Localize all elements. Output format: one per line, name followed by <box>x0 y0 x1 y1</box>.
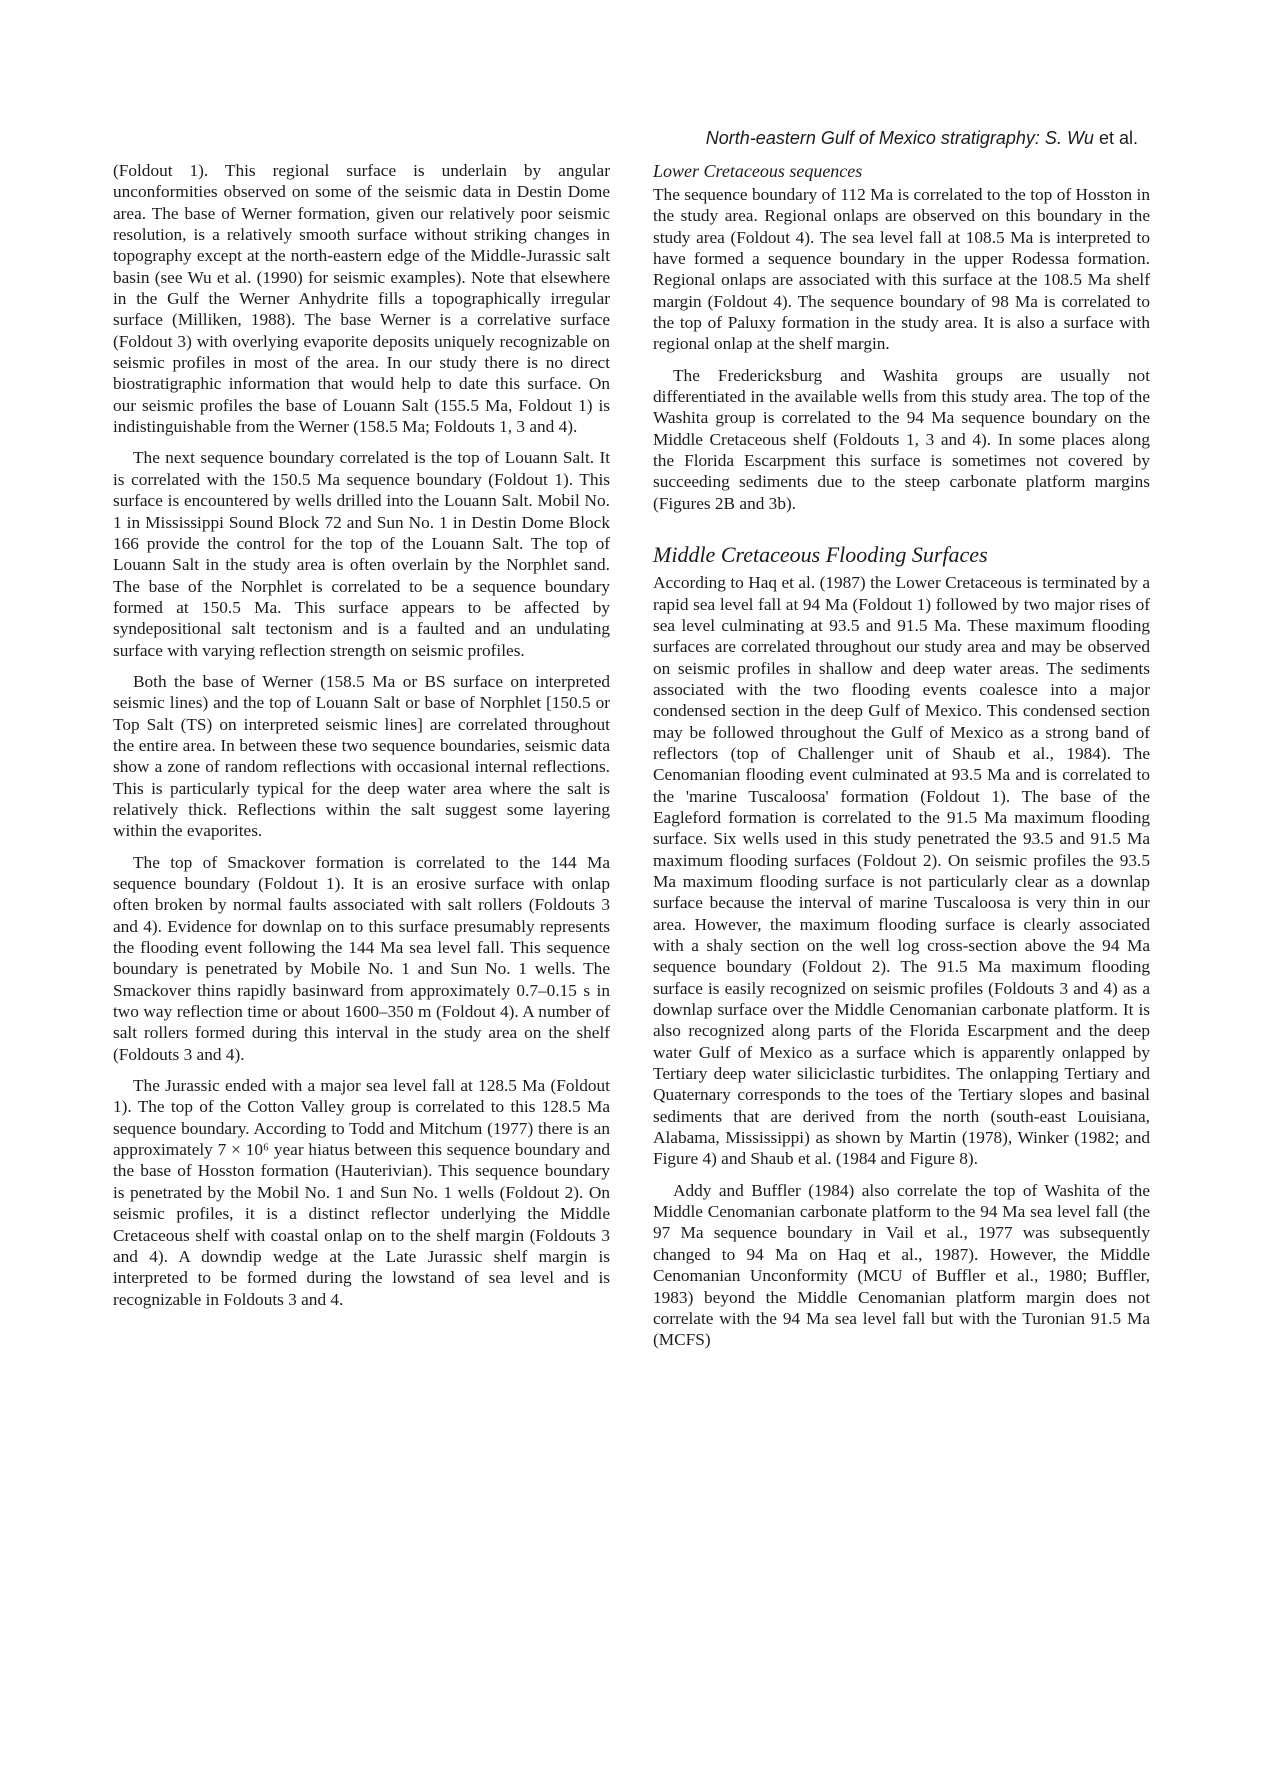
right-column <box>653 160 1150 1361</box>
right-paragraph-4: Addy and Buffler (1984) also correlate the top of Washita of the Middle Cenomanian carbonate platform to the 94 Ma sea level fall (the 97 Ma sequence boundary in Vail et al., 1977 was subsequently changed to 94 Ma on Haq et al., 1987). However, the Middle Cenomanian Unconformity (MCU of Buffler et al., 1980; Buffler, 1983) beyond the Middle Cenomanian platform margin does not correlate with the 94 Ma sea level fall but with the Turonian 91.5 Ma (MCFS) <box>653 1180 1150 1350</box>
left-paragraph-5: The Jurassic ended with a major sea level fall at 128.5 Ma (Foldout 1). The top of the Cotton Valley group is correlated to this 128.5 Ma sequence boundary. According to Todd and Mitchum (1977) there is an approximately 7 × 10⁶ year hiatus between this sequence boundary and the base of Hosston formation (Hauterivian). This sequence boundary is penetrated by the Mobil No. 1 and Sun No. 1 wells (Foldout 2). On seismic profiles, it is a distinct reflector underlying the Middle Cretaceous shelf with coastal onlap on to the shelf margin (Foldouts 3 and 4). A downdip wedge at the Late Jurassic shelf margin is interpreted to be formed during the lowstand of sea level and is recognizable in Foldouts 3 and 4. <box>113 1076 610 1309</box>
left-paragraph-4: The top of Smackover formation is correlated to the 144 Ma sequence boundary (Foldout 1). It is an erosive surface with onlap often broken by normal faults associated with salt rollers (Foldouts 3 and 4). Evidence for downlap on to this surface presumably represents the flooding event following the 144 Ma sea level fall. This sequence boundary is penetrated by Mobile No. 1 and Sun No. 1 wells. The Smackover thins rapidly basinward from approximately 0.7–0.15 s in two way reflection time or about 1600–350 m (Foldout 4). A number of salt rollers formed during this interval in the study area on the shelf (Foldouts 3 and 4). <box>113 852 610 1064</box>
section-heading-flooding-surfaces: Middle Cretaceous Flooding Surfaces <box>653 542 988 568</box>
right-paragraph-1: The sequence boundary of 112 Ma is correlated to the top of Hosston in the study area. Regional onlaps are observed on this boundary in the study area (Foldout 4). The sea level fall at 108.5 Ma is interpreted to have formed a sequence boundary in the upper Rodessa formation. Regional onlaps are associated with this surface at the 108.5 Ma shelf margin (Foldout 4). The sequence boundary of 98 Ma is correlated to the top of Paluxy formation in the study area. It is also a surface with regional onlap at the shelf margin. <box>653 185 1150 354</box>
left-paragraph-3: Both the base of Werner (158.5 Ma or BS surface on interpreted seismic lines) and the top of Louann Salt or base of Norphlet [150.5 or Top Salt (TS) on interpreted seismic lines] are correlated throughout the entire area. In between these two sequence boundaries, seismic data show a zone of random reflections with occasional internal reflections. This is particularly typical for the deep water area where the salt is relatively thick. Reflections within the salt suggest some layering within the evaporites. <box>113 671 610 841</box>
right-paragraph-3: According to Haq et al. (1987) the Lower Cretaceous is terminated by a rapid sea level fall at 94 Ma (Foldout 1) followed by two major rises of sea level culminating at 93.5 and 91.5 Ma. These maximum flooding surfaces are correlated throughout our study area and may be observed on seismic profiles in shallow and deep water areas. The sediments associated with the two flooding events coalesce into a major condensed section in the deep Gulf of Mexico. This condensed section may be followed throughout the Gulf of Mexico as a strong band of reflectors (top of Challenger unit of Shaub et al., 1984). The Cenomanian flooding event culminated at 93.5 Ma and is correlated to the 'marine Tuscaloosa' formation (Foldout 1). The base of the Eagleford formation is correlated to the 91.5 Ma maximum flooding surface. Six wells used in this study penetrated the 93.5 and 91.5 Ma maximum flooding surfaces (Foldout 2). On seismic profiles the 93.5 Ma maximum flooding surface is not particularly clear as a downlap surface because the interval of marine Tuscaloosa is very thin in our area. However, the maximum flooding surface is clearly associated with a shaly section on the well log cross-section above the 94 Ma sequence boundary (Foldout 2). The 91.5 Ma maximum flooding surface is easily recognized on seismic profiles (Foldouts 3 and 4) as a downlap surface over the Middle Cenomanian carbonate platform. It is also recognized along parts of the Florida Escarpment and the deep water Gulf of Mexico as a surface which is apparently onlapped by Tertiary deep water siliciclastic turbidites. The onlapping Tertiary and Quaternary corresponds to the toes of the Tertiary slopes and basinal sediments that are derived from the north (south-east Louisiana, Alabama, Mississippi) as shown by Martin (1978), Winker (1982; and Figure 4) and Shaub et al. (1984 and Figure 8). <box>653 573 1150 1169</box>
left-paragraph-2: The next sequence boundary correlated is the top of Louann Salt. It is correlated with the 150.5 Ma sequence boundary (Foldout 1). This surface is encountered by wells drilled into the Louann Salt. Mobil No. 1 in Mississippi Sound Block 72 and Sun No. 1 in Destin Dome Block 166 provide the control for the top of the Louann Salt. The top of Louann Salt in the study area is often overlain by the Norphlet sand. The base of the Norphlet is correlated to be a sequence boundary formed at 150.5 Ma. This surface appears to be affected by syndepositional salt tectonism and is a faulted and an undulating surface with varying reflection strength on seismic profiles. <box>113 448 610 660</box>
left-column <box>113 160 610 1320</box>
right-paragraph-2: The Fredericksburg and Washita groups are usually not differentiated in the available wells from this study area. The top of the Washita group is correlated to the 94 Ma sequence boundary on the Middle Cretaceous shelf (Foldouts 1, 3 and 4). In some places along the Florida Escarpment this surface is sometimes not covered by succeeding sediments due to the steep carbonate platform margins (Figures 2B and 3b). <box>653 365 1150 513</box>
left-paragraph-1: (Foldout 1). This regional surface is underlain by angular unconformities observed on some of the seismic data in Destin Dome area. The base of Werner formation, given our relatively poor seismic resolution, is a relatively smooth surface without striking changes in topography except at the north-eastern edge of the Middle-Jurassic salt basin (see Wu et al. (1990) for seismic examples). Note that elsewhere in the Gulf the Werner Anhydrite fills a topographically irregular surface (Milliken, 1988). The base Werner is a correlative surface (Foldout 3) with overlying evaporite deposits uniquely recognizable on seismic profiles in most of the area. In our study there is no direct biostratigraphic information that would help to date this surface. On our seismic profiles the base of Louann Salt (155.5 Ma, Foldout 1) is indistinguishable from the Werner (158.5 Ma; Foldouts 1, 3 and 4). <box>113 161 610 437</box>
running-header-title: North-eastern Gulf of Mexico stratigraphy: S. Wu <box>705 128 1094 148</box>
subheading-lower-cretaceous: Lower Cretaceous sequences <box>653 161 863 181</box>
running-header-etal: et al. <box>1098 128 1138 148</box>
running-header <box>598 128 1138 149</box>
